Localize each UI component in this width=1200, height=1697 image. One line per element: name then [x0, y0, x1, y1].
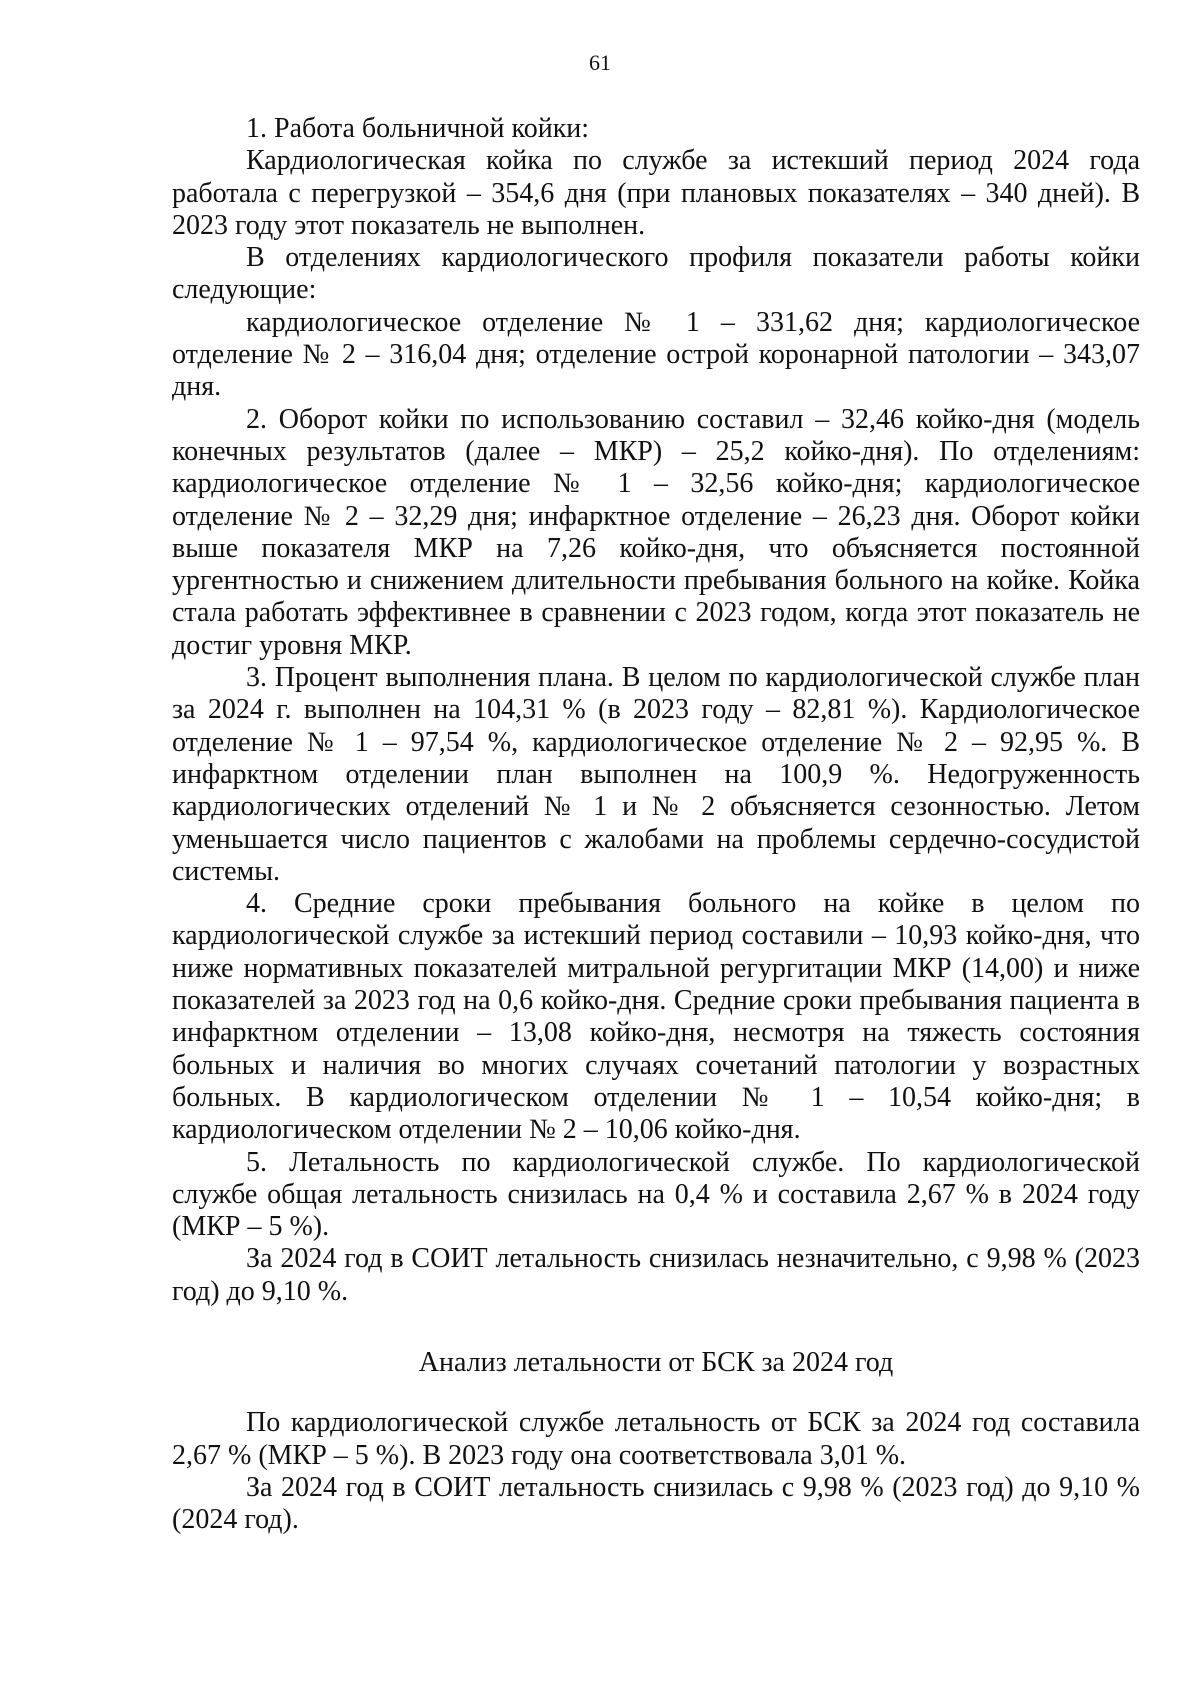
- section-heading: Анализ летальности от БСК за 2024 год: [418, 1346, 894, 1378]
- paragraph-icu-mortality-summary: За 2024 год в СОИТ летальность снизилась с 9,98 % (2023 год) до 9,10 % (2024 год).: [172, 1471, 1140, 1536]
- section-spacer-after: [172, 1379, 1140, 1407]
- paragraph-icu-mortality: За 2024 год в СОИТ летальность снизилась незначительно, с 9,98 % (2023 год) до 9,10 %.: [172, 1243, 1140, 1307]
- paragraph-departments-intro: В отделениях кардиологического профиля показатели работы койки следующие:: [172, 242, 1140, 306]
- paragraph-mortality: 5. Летальность по кардиологической службе. По кардиологической службе общая летальность снизилась на 0,4 % и составила 2,67 % в 2024 году (МКР – 5 %).: [172, 1146, 1140, 1243]
- paragraph-average-stay: 4. Средние сроки пребывания больного на койке в целом по кардиологической службе за истекший период составили – 10,93 койко-дня, что ниже нормативных показателей митральной регургитации МКР (14,00) и ниже показателей за 2023 год на 0,6 койко-дня. Средние сроки пребывания пациента в инфарктном отделении – 13,08 койко-дня, несмотря на тяжесть состояния больных и наличия во многих случаях сочетаний патологии у возрастных больных. В кардиологическом отделении № 1 – 10,54 койко-дня; в кардиологическом отделении № 2 – 10,06 койко-дня.: [172, 888, 1140, 1146]
- document-body: [172, 113, 1140, 1536]
- paragraph-departments-values: кардиологическое отделение № 1 – 331,62 дня; кардиологическое отделение № 2 – 316,04 дня; отделение острой коронарной патологии – 343,07 дня.: [172, 306, 1140, 403]
- paragraph-bed-turnover: 2. Оборот койки по использованию составил – 32,46 койко-дня (модель конечных результатов (далее – МКР) – 25,2 койко-дня). По отделениям: кардиологическое отделение № 1 – 32,56 койко-дня; кардиологическое отделение № 2 – 32,29 дня; инфарктное отделение – 26,23 дня. Оборот койки выше показателя МКР на 7,26 койко-дня, что объясняется постоянной ургентностью и снижением длительности пребывания больного на койке. Койка стала работать эффективнее в сравнении с 2023 годом, когда этот показатель не достиг уровня МКР.: [172, 403, 1140, 661]
- paragraph-1-heading: 1. Работа больничной койки:: [246, 113, 590, 144]
- page-number: 61: [589, 50, 611, 75]
- paragraph-bsk-mortality: По кардиологической службе летальность от БСК за 2024 год составила 2,67 % (МКР – 5 %). В 2023 году она соответствовала 3,01 %.: [172, 1407, 1140, 1471]
- paragraph-bed-workload: Кардиологическая койка по службе за истекший период 2024 года работала с перегрузкой – 354,6 дня (при плановых показателях – 340 дней). В 2023 году этот показатель не выполнен.: [172, 145, 1140, 241]
- section-spacer: [172, 1308, 1140, 1347]
- paragraph-plan-completion: 3. Процент выполнения плана. В целом по кардиологической службе план за 2024 г. выполнен на 104,31 % (в 2023 году – 82,81 %). Кардиологическое отделение № 1 – 97,54 %, кардиологическое отделение № 2 – 92,95 %. В инфарктном отделении план выполнен на 100,9 %. Недогруженность кардиологических отделений № 1 и № 2 объясняется сезонностью. Летом уменьшается число пациентов с жалобами на проблемы сердечно-сосудистой системы.: [172, 662, 1140, 887]
